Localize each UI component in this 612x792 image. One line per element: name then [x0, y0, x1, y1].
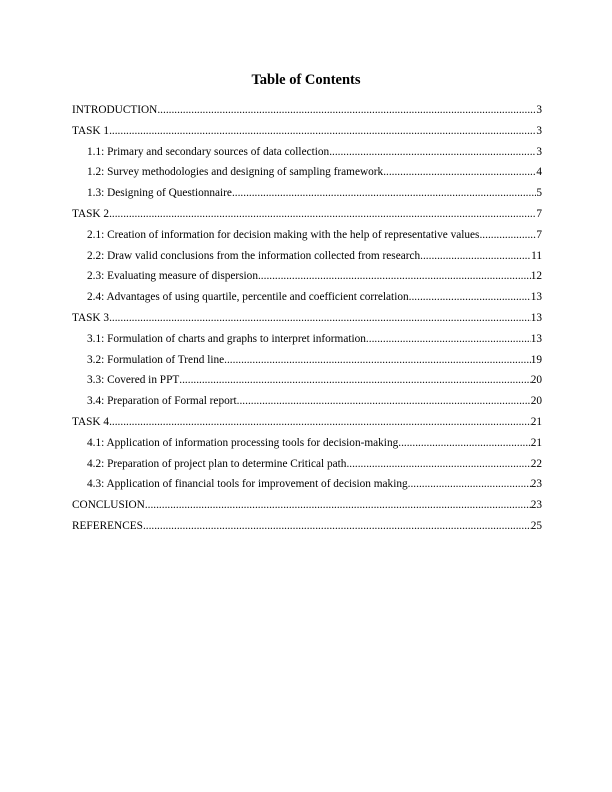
toc-entry[interactable]	[72, 100, 542, 121]
toc-entry-text: 4.3: Application of financial tools for improvement of decision making	[87, 478, 408, 491]
toc-entry-page: 3	[536, 104, 542, 116]
toc-entry-text: 3.1: Formulation of charts and graphs to interpret information	[87, 332, 366, 345]
toc-entry-page: 20	[530, 374, 542, 387]
toc-entry[interactable]	[72, 350, 542, 371]
toc-leader-dots	[420, 246, 531, 267]
toc-entry-text: 3.4: Preparation of Formal report	[87, 395, 237, 408]
toc-entry-text: 3.3: Covered in PPT	[87, 374, 180, 387]
toc-entry-page: 5	[536, 187, 542, 200]
toc-entry-page: 22	[530, 457, 542, 470]
toc-entry-text: 1.1: Primary and secondary sources of data collection	[87, 145, 330, 158]
toc-leader-dots	[145, 495, 531, 516]
toc-entry[interactable]	[72, 454, 542, 475]
toc-entry[interactable]	[72, 516, 542, 537]
toc-entry-page: 13	[530, 311, 542, 324]
toc-entry-text: 1.3: Designing of Questionnaire	[87, 187, 232, 200]
toc-entry[interactable]	[72, 162, 542, 183]
toc-entry[interactable]	[72, 329, 542, 350]
toc-entry-page: 19	[530, 353, 542, 366]
toc-entry[interactable]	[72, 204, 542, 225]
toc-entry-text: 2.4: Advantages of using quartile, percentile and coefficient correlation	[87, 291, 409, 304]
toc-entry-text: INTRODUCTION	[72, 104, 158, 116]
toc-entry[interactable]	[72, 474, 542, 495]
toc-entry[interactable]	[72, 142, 542, 163]
toc-leader-dots	[329, 142, 536, 163]
toc-entry[interactable]	[72, 370, 542, 391]
toc-leader-dots	[479, 225, 536, 246]
toc-entry-page: 13	[530, 332, 542, 345]
toc-entry-page: 21	[530, 415, 542, 428]
toc-entry[interactable]	[72, 391, 542, 412]
toc-entry-page: 3	[536, 145, 542, 158]
toc-leader-dots	[157, 100, 536, 121]
toc-leader-dots	[143, 516, 531, 537]
toc-leader-dots	[366, 329, 531, 350]
toc-entry[interactable]	[72, 495, 542, 516]
toc-entry-text: 2.3: Evaluating measure of dispersion	[87, 270, 258, 283]
toc-entry-page: 23	[530, 478, 542, 491]
toc-entry-page: 13	[530, 291, 542, 304]
toc-entry[interactable]	[72, 266, 542, 287]
toc-leader-dots	[409, 287, 531, 308]
toc-entry[interactable]	[72, 183, 542, 204]
toc-entry-text: TASK 1	[72, 124, 110, 137]
toc-entry-page: 7	[536, 228, 542, 241]
toc-entry-text: 4.1: Application of information processing tools for decision-making	[87, 436, 399, 449]
toc-entry[interactable]	[72, 412, 542, 433]
toc-entry[interactable]	[72, 308, 542, 329]
toc-leader-dots	[398, 433, 530, 454]
toc-leader-dots	[232, 183, 536, 204]
toc-entry[interactable]	[72, 433, 542, 454]
toc-list	[72, 100, 542, 537]
toc-leader-dots	[224, 350, 531, 371]
toc-leader-dots	[109, 204, 536, 225]
toc-entry[interactable]	[72, 287, 542, 308]
toc-entry-text: 2.2: Draw valid conclusions from the information collected from research	[87, 249, 421, 262]
toc-title: Table of Contents	[251, 72, 361, 88]
toc-entry-text: TASK 2	[72, 207, 110, 220]
toc-leader-dots	[179, 370, 530, 391]
toc-leader-dots	[109, 308, 531, 329]
toc-entry[interactable]	[72, 225, 542, 246]
toc-leader-dots	[346, 454, 530, 475]
toc-entry[interactable]	[72, 121, 542, 142]
toc-entry-page: 12	[530, 270, 542, 283]
toc-entry-page: 23	[530, 499, 542, 512]
toc-entry-text: 4.2: Preparation of project plan to determine Critical path	[87, 457, 347, 470]
toc-entry-text: 1.2: Survey methodologies and designing of sampling framework	[87, 166, 384, 179]
toc-leader-dots	[109, 121, 536, 142]
toc-entry-text: 3.2: Formulation of Trend line	[87, 353, 225, 366]
toc-leader-dots	[109, 412, 531, 433]
toc-entry[interactable]	[72, 246, 542, 267]
toc-entry-page: 11	[531, 249, 542, 262]
toc-leader-dots	[383, 162, 536, 183]
toc-entry-page: 25	[530, 519, 542, 532]
toc-leader-dots	[258, 266, 531, 287]
toc-entry-text: CONCLUSION	[72, 499, 145, 512]
toc-entry-text: REFERENCES	[72, 519, 143, 532]
toc-entry-page: 21	[530, 436, 542, 449]
toc-entry-text: TASK 3	[72, 311, 110, 324]
toc-entry-page: 4	[536, 166, 542, 179]
toc-entry-page: 20	[530, 395, 542, 408]
toc-entry-text: TASK 4	[72, 415, 110, 428]
toc-leader-dots	[408, 474, 531, 495]
toc-leader-dots	[237, 391, 531, 412]
toc-entry-text: 2.1: Creation of information for decision making with the help of representative values	[87, 228, 480, 241]
toc-entry-page: 7	[536, 207, 542, 220]
toc-entry-page: 3	[536, 124, 542, 137]
